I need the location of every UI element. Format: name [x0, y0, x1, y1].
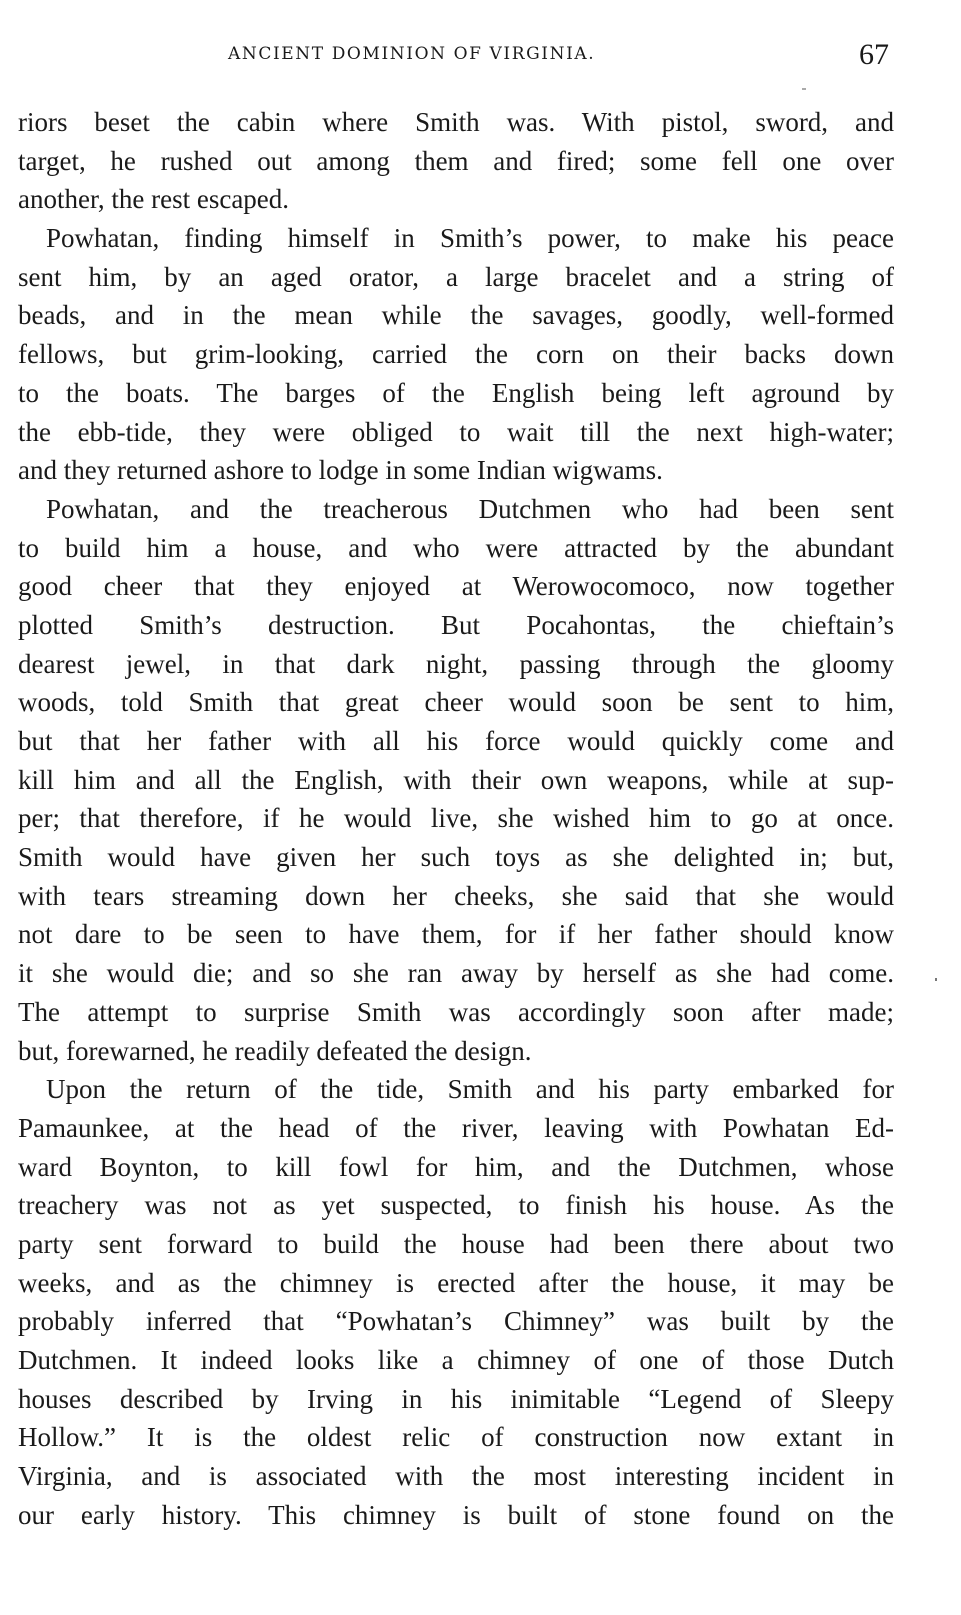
text-line: our early history. This chimney is built of stone found on the	[18, 1499, 894, 1530]
text-line: Pamaunkee, at the head of the river, leaving with Powhatan Ed-	[18, 1112, 894, 1143]
text-line: it she would die; and so she ran away by herself as she had come.	[18, 958, 894, 989]
text-line: Powhatan, and the treacherous Dutchmen who had been sent	[46, 493, 894, 524]
text-line: to the boats. The barges of the English being left aground by	[18, 377, 894, 408]
text-line: and they returned ashore to lodge in some Indian wigwams.	[18, 455, 663, 486]
text-line: to build him a house, and who were attracted by the abundant	[18, 532, 894, 563]
text-line: ward Boynton, to kill fowl for him, and the Dutchmen, whose	[18, 1151, 894, 1182]
text-line: probably inferred that “Powhatan’s Chimney” was built by the	[18, 1306, 894, 1337]
text-line: another, the rest escaped.	[18, 184, 290, 215]
paragraph-powhatans-chimney	[18, 1070, 894, 1534]
text-line: target, he rushed out among them and fired; some fell one over	[18, 145, 894, 176]
text-line: weeks, and as the chimney is erected after the house, it may be	[18, 1267, 894, 1298]
text-line: per; that therefore, if he would live, she wished him to go at once.	[18, 803, 894, 834]
text-line: kill him and all the English, with their own weapons, while at sup-	[18, 764, 894, 795]
text-line: not dare to be seen to have them, for if her father should know	[18, 919, 894, 950]
text-line: good cheer that they enjoyed at Werowocomoco, now together	[18, 571, 894, 602]
running-head	[0, 40, 961, 74]
text-line: plotted Smith’s destruction. But Pocahontas, the chieftain’s	[18, 609, 894, 640]
running-title: ANCIENT DOMINION OF VIRGINIA.	[228, 44, 596, 64]
text-line: Powhatan, finding himself in Smith’s power, to make his peace	[46, 223, 894, 254]
text-line: Hollow.” It is the oldest relic of construction now extant in	[18, 1422, 894, 1453]
text-line: the ebb-tide, they were obliged to wait till the next high-water;	[18, 416, 894, 447]
paragraph-powhatan-bracelet	[18, 219, 894, 490]
text-line: sent him, by an aged orator, a large bracelet and a string of	[18, 261, 894, 292]
paragraph-pocahontas-warning	[18, 490, 894, 1070]
text-line: The attempt to surprise Smith was accordingly soon after made;	[18, 996, 894, 1027]
text-line: riors beset the cabin where Smith was. With pistol, sword, and	[18, 107, 894, 137]
body-text	[18, 103, 894, 1534]
text-line: fellows, but grim-looking, carried the corn on their backs down	[18, 339, 894, 370]
text-line: treachery was not as yet suspected, to finish his house. As the	[18, 1190, 894, 1221]
text-line: Virginia, and is associated with the most interesting incident in	[18, 1461, 894, 1492]
text-line: Upon the return of the tide, Smith and his party embarked for	[46, 1074, 894, 1105]
text-line: houses described by Irving in his inimitable “Legend of Sleepy	[18, 1383, 894, 1414]
print-speck	[935, 978, 937, 981]
text-line: but that her father with all his force would quickly come and	[18, 726, 894, 756]
text-line: dearest jewel, in that dark night, passing through the gloomy	[18, 648, 894, 679]
page-number: 67	[859, 38, 889, 71]
text-line: party sent forward to build the house had been there about two	[18, 1228, 894, 1259]
text-line: beads, and in the mean while the savages, goodly, well-formed	[18, 300, 894, 331]
print-speck	[802, 88, 806, 90]
text-line: but, forewarned, he readily defeated the design.	[18, 1035, 532, 1066]
text-line: Dutchmen. It indeed looks like a chimney of one of those Dutch	[18, 1345, 894, 1375]
text-line: with tears streaming down her cheeks, she said that she would	[18, 880, 894, 911]
text-line: woods, told Smith that great cheer would soon be sent to him,	[18, 687, 894, 718]
text-line: Smith would have given her such toys as she delighted in; but,	[18, 842, 894, 873]
paragraph-continuation	[18, 103, 894, 219]
